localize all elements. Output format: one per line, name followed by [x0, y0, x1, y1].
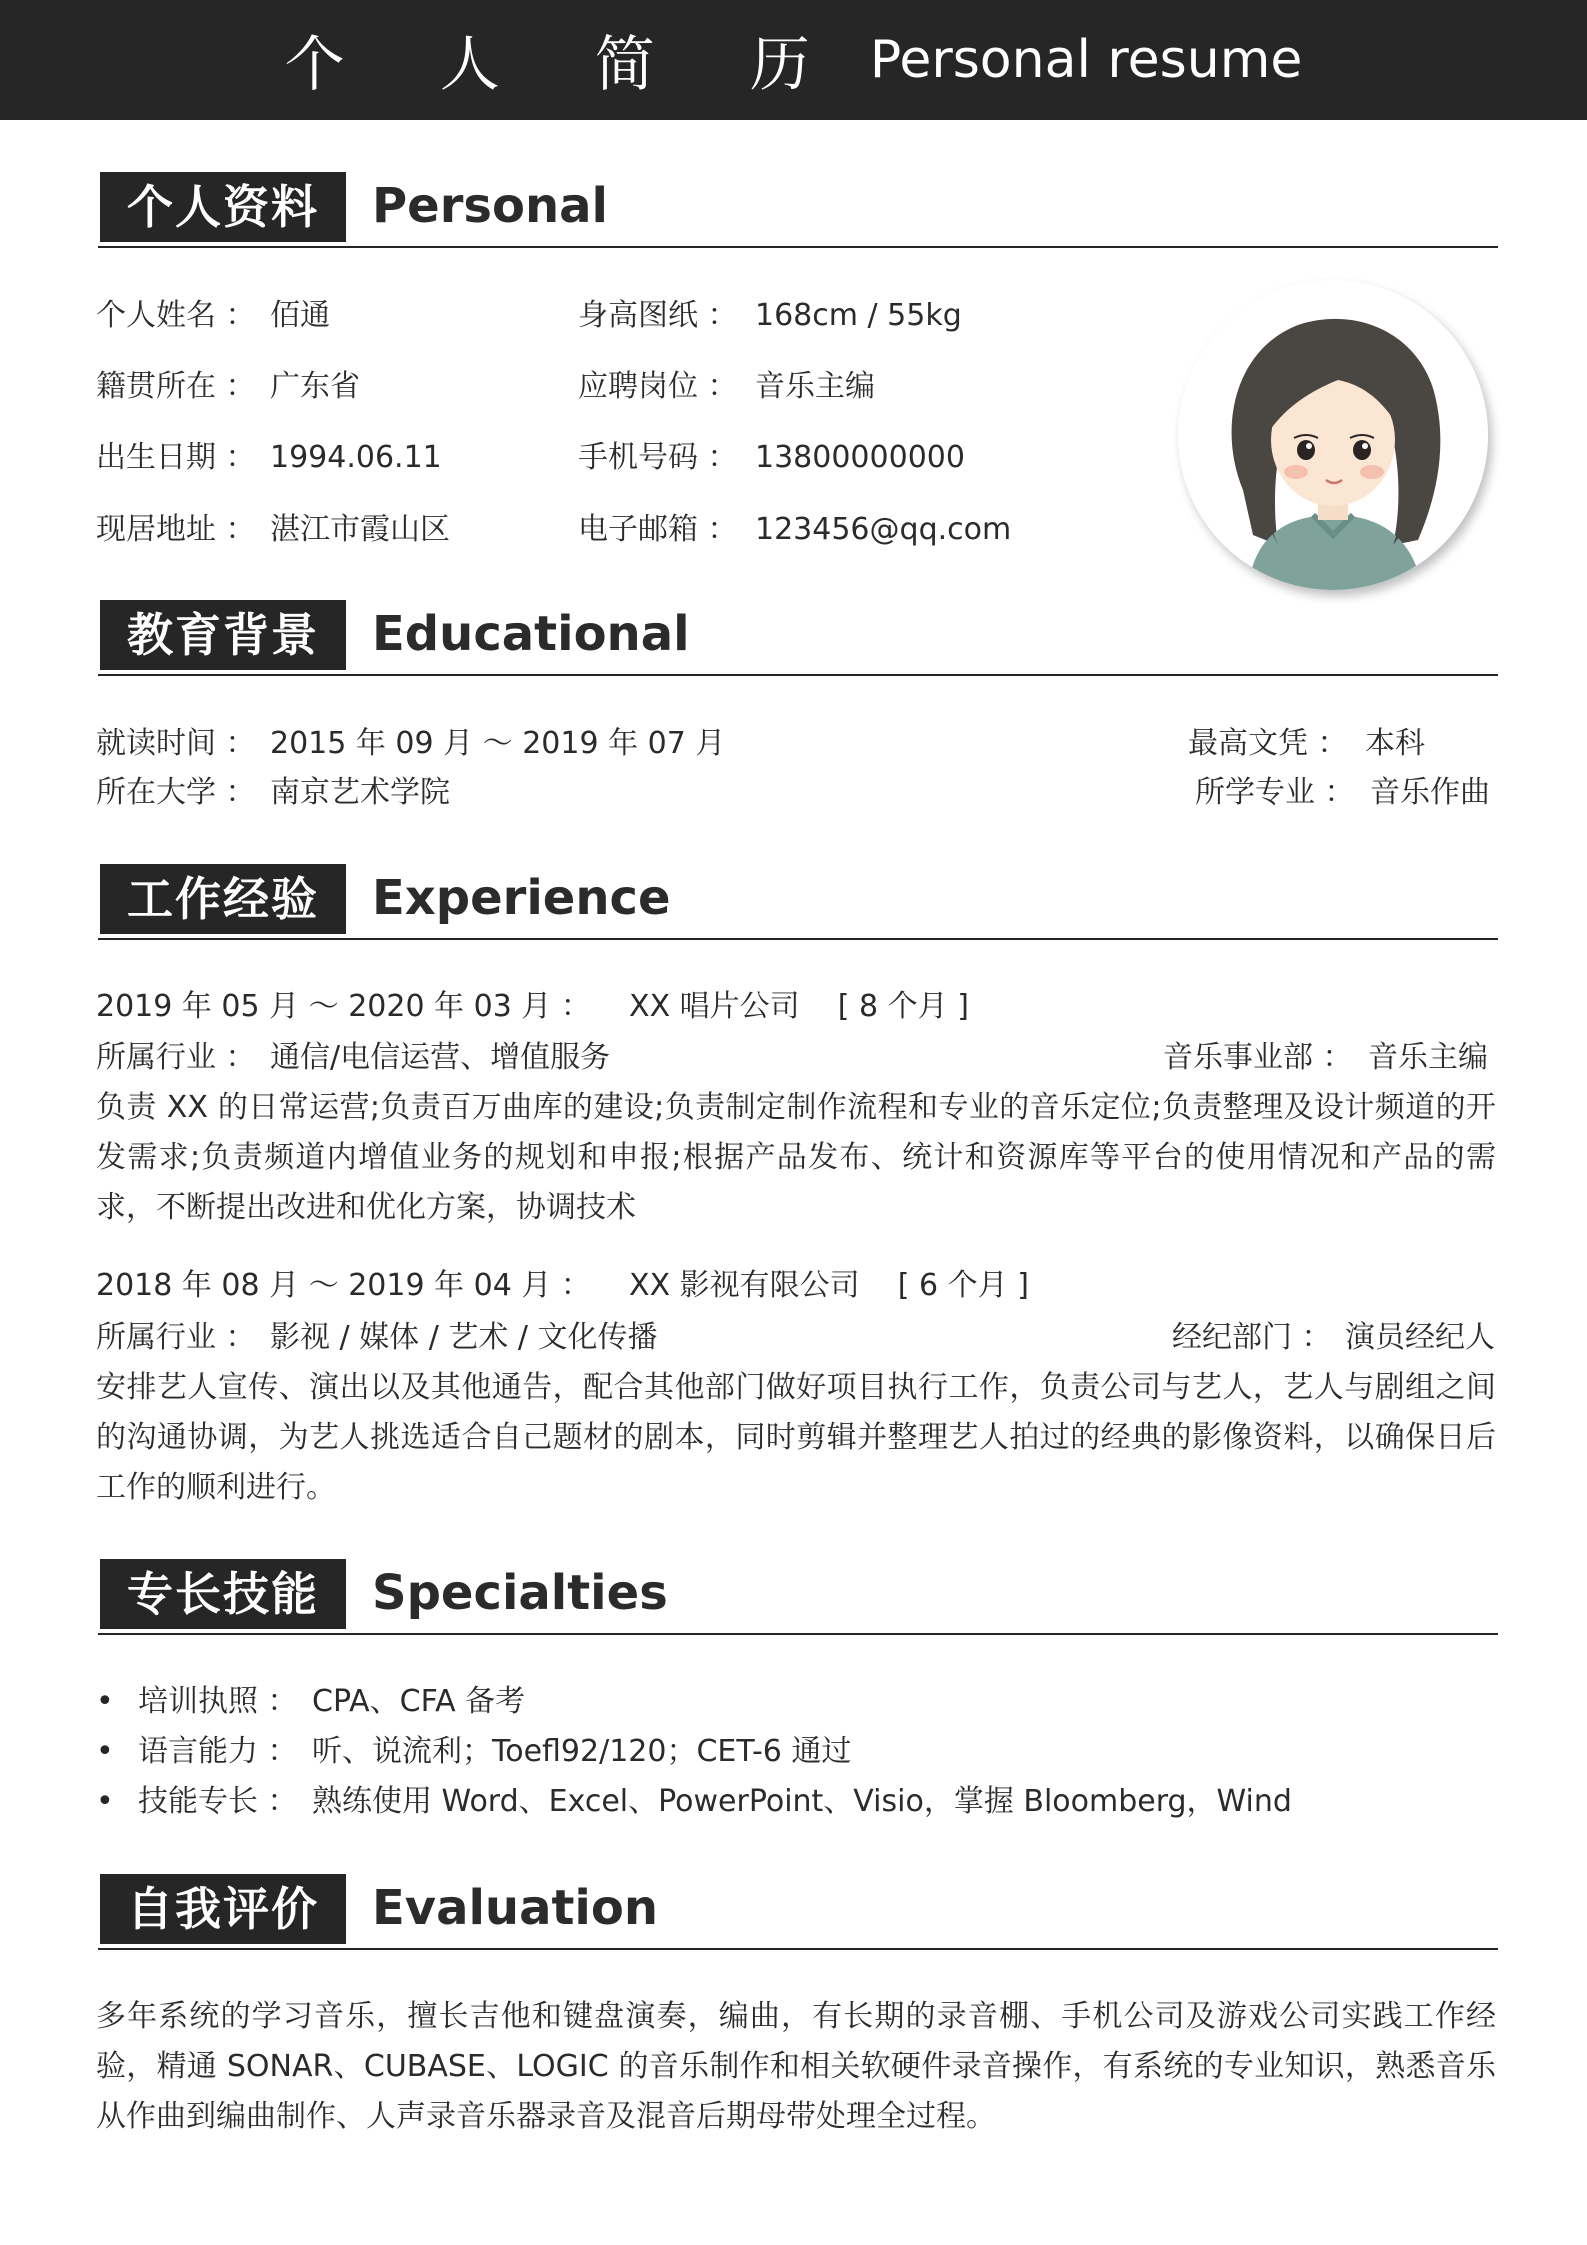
edu-school-value: 南京艺术学院 [270, 775, 450, 810]
section-divider [98, 246, 1498, 248]
origin-label: 籍贯所在 ： [96, 369, 256, 404]
phone-value: 13800000000 [755, 440, 965, 475]
avatar-illustration [1178, 280, 1488, 590]
origin-value: 广东省 [270, 369, 360, 404]
section-divider [98, 1948, 1498, 1950]
skill-2-value: 听、说流利；Toefl92/120；CET-6 通过 [312, 1734, 852, 1769]
section-evaluation-title-en: Evaluation [372, 1880, 659, 1936]
title-cn: 个 人 简 历 [284, 30, 848, 100]
height-label: 身高图纸 ： [578, 298, 738, 333]
section-divider [98, 674, 1498, 676]
edu-school-label: 所在大学 ： [96, 775, 256, 810]
avatar [1178, 280, 1488, 590]
job-1-industry-label: 所属行业 ： [96, 1040, 256, 1075]
section-education-title-cn: 教育背景 [100, 600, 346, 670]
job-1-header: 2019 年 05 月 ～ 2020 年 03 月 ： XX 唱片公司 [ 8 个月 ] [96, 989, 969, 1024]
edu-period-label: 就读时间 ： [96, 726, 256, 761]
section-divider [98, 1633, 1498, 1635]
skill-item: • [96, 1684, 114, 1719]
job-2-industry: 影视 / 媒体 / 艺术 / 文化传播 [270, 1320, 658, 1355]
skill-1-label: 培训执照 ： [138, 1684, 298, 1719]
section-experience-title-en: Experience [372, 870, 671, 926]
job-2-dept: 经纪部门 ： [1172, 1320, 1332, 1355]
address-label: 现居地址 ： [96, 512, 256, 547]
section-personal-title-cn: 个人资料 [100, 172, 346, 242]
title-en: Personal resume [869, 30, 1303, 90]
section-personal-heading [98, 170, 1498, 246]
edu-period-value: 2015 年 09 月 ～ 2019 年 07 月 [270, 726, 726, 761]
email-label: 电子邮箱 ： [578, 512, 738, 547]
job-1-industry: 通信/电信运营、增值服务 [270, 1040, 611, 1075]
email-value: 123456@qq.com [755, 512, 1012, 547]
job-1-description: 负责 XX 的日常运营;负责百万曲库的建设;负责制定制作流程和专业的音乐定位;负责整理及设计频道的开发需求;负责频道内增值业务的规划和申报;根据产品发布、统计和资源库等平台的使用情况和产品的需求，不断提出改进和优化方案，协调技术 [96, 1090, 1496, 1225]
edu-major-value: 音乐作曲 [1370, 775, 1490, 810]
phone-label: 手机号码 ： [578, 440, 738, 475]
birth-value: 1994.06.11 [270, 440, 442, 475]
job-2-description: 安排艺人宣传、演出以及其他通告，配合其他部门做好项目执行工作，负责公司与艺人，艺人与剧组之间的沟通协调，为艺人挑选适合自己题材的剧本，同时剪辑并整理艺人拍过的经典的影像资料，以确保日后工作的顺利进行。 [96, 1370, 1496, 1505]
section-evaluation-title-cn: 自我评价 [100, 1874, 346, 1944]
section-evaluation-heading [98, 1872, 1498, 1948]
edu-degree-label: 最高文凭 ： [1188, 726, 1348, 761]
section-education-heading [98, 598, 1498, 674]
job-2-industry-label: 所属行业 ： [96, 1320, 256, 1355]
skill-3-value: 熟练使用 Word、Excel、PowerPoint、Visio，掌握 Bloomberg，Wind [312, 1784, 1292, 1819]
skill-item: • [96, 1784, 114, 1819]
edu-degree-value: 本科 [1365, 726, 1425, 761]
position-value: 音乐主编 [755, 369, 875, 404]
skill-2-label: 语言能力 ： [138, 1734, 298, 1769]
section-skills-title-cn: 专长技能 [100, 1559, 346, 1629]
job-1-role: 音乐主编 [1368, 1040, 1488, 1075]
skill-item: • [96, 1734, 114, 1769]
job-2-role: 演员经纪人 [1345, 1320, 1495, 1355]
edu-major-label: 所学专业 ： [1195, 775, 1355, 810]
section-divider [98, 938, 1498, 940]
position-label: 应聘岗位 ： [578, 369, 738, 404]
section-experience-heading [98, 862, 1498, 938]
section-experience-title-cn: 工作经验 [100, 864, 346, 934]
skill-1-value: CPA、CFA 备考 [312, 1684, 526, 1719]
section-skills-title-en: Specialties [372, 1565, 668, 1621]
birth-label: 出生日期 ： [96, 440, 256, 475]
height-value: 168cm / 55kg [755, 298, 962, 333]
evaluation-text: 多年系统的学习音乐，擅长吉他和键盘演奏，编曲，有长期的录音棚、手机公司及游戏公司实践工作经验，精通 SONAR、CUBASE、LOGIC 的音乐制作和相关软硬件录音操作，有系统的专业知识，熟悉音乐从作曲到编曲制作、人声录音乐器录音及混音后期母带处理全过程。 [96, 1999, 1496, 2134]
address-value: 湛江市霞山区 [270, 512, 450, 547]
name-label: 个人姓名 ： [96, 298, 256, 333]
section-education-title-en: Educational [372, 606, 690, 662]
section-skills-heading [98, 1557, 1498, 1633]
job-1-dept: 音乐事业部 ： [1163, 1040, 1353, 1075]
job-2-header: 2018 年 08 月 ～ 2019 年 04 月 ： XX 影视有限公司 [ 6 个月 ] [96, 1268, 1029, 1303]
skill-3-label: 技能专长 ： [138, 1784, 298, 1819]
page-header [0, 0, 1587, 120]
section-personal-title-en: Personal [372, 178, 608, 234]
name-value: 佰通 [270, 298, 330, 333]
